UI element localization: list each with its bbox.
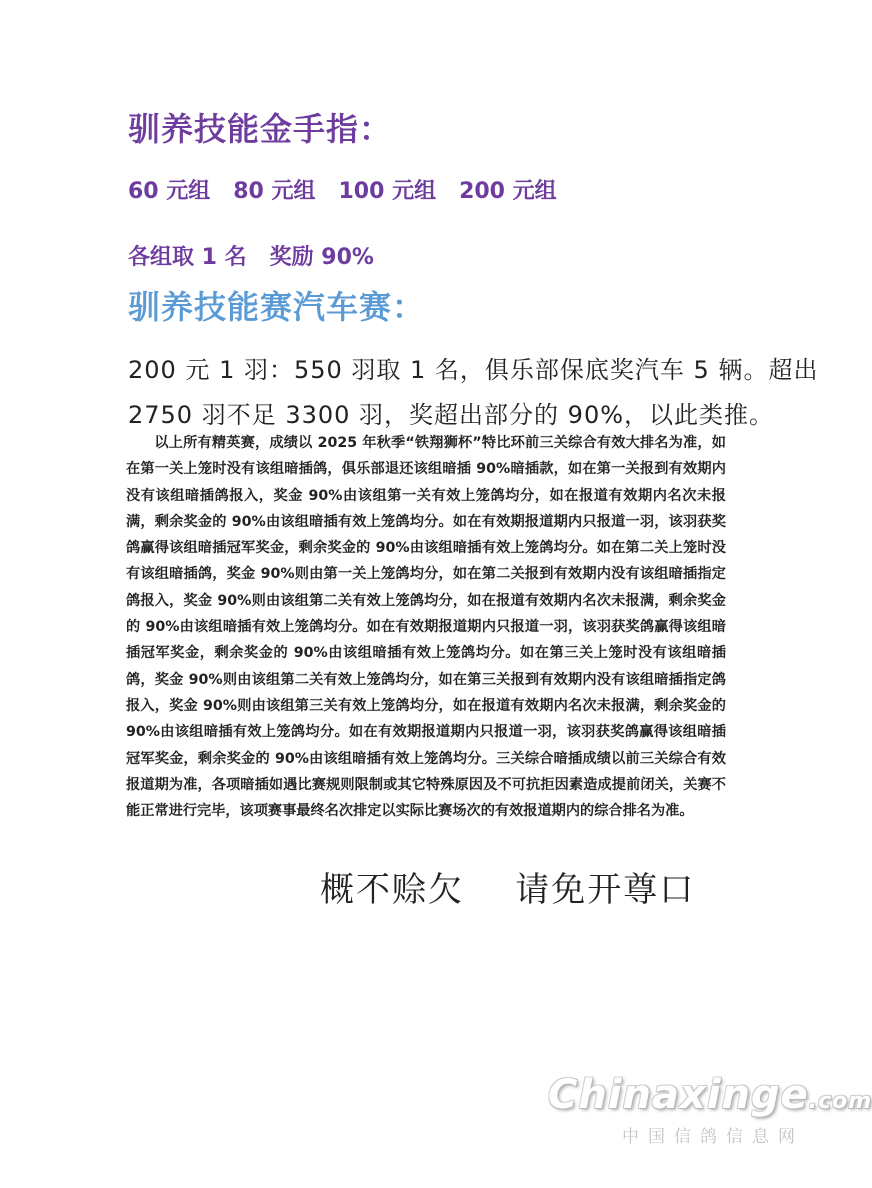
- watermark-logo: [548, 1072, 872, 1118]
- car-rule-line-2: 2750 羽不足 3300 羽，奖超出部分的 90%，以此类推。: [128, 401, 775, 429]
- watermark-logo-text: Chinaxinge: [548, 1072, 809, 1118]
- car-rule-line-1: 200 元 1 羽：550 羽取 1 名，俱乐部保底奖汽车 5 辆。超出: [128, 356, 819, 384]
- motto: 概不赊欠 请免开尊口: [320, 870, 696, 910]
- car-section-heading: 驯养技能赛汽车赛：: [128, 288, 426, 326]
- watermark-site-name: 中国信鸽信息网: [622, 1127, 804, 1147]
- watermark-logo-suffix: .com: [808, 1089, 872, 1114]
- finger-groups: 60 元组 80 元组 100 元组 200 元组: [128, 179, 557, 204]
- finger-section-heading: 驯养技能金手指：: [128, 110, 393, 148]
- finger-reward: 各组取 1 名 奖励 90%: [128, 245, 374, 270]
- rules-paragraph: 以上所有精英赛，成绩以 2025 年秋季“铁翔狮杯”特比环前三关综合有效大排名为准，如在第一关上笼时没有该组暗插鸽，俱乐部退还该组暗插 90%暗插款，如在第一关报到有效期内没有该组暗插鸽报入，奖金 90%由该组第一关有效上笼鸽均分，如在报道有效期内名次未报满，剩余奖金的 90%由该组暗插有效上笼鸽均分。如在有效期报道期内只报道一羽，该羽获奖鸽赢得该组暗插冠军奖金，剩余奖金的 90%由该组暗插有效上笼鸽均分。如在第二关上笼时没有该组暗插鸽，奖金 90%则由第一关上笼鸽均分，如在第二关报到有效期内没有该组暗插指定鸽报入，奖金 90%则由该组第二关有效上笼鸽均分，如在报道有效期内名次未报满，剩余奖金的 90%由该组暗插有效上笼鸽均分。如在有效期报道期内只报道一羽，该羽获奖鸽赢得该组暗插冠军奖金，剩余奖金的 90%由该组暗插有效上笼鸽均分。如在第三关上笼时没有该组暗插鸽，奖金 90%则由该组第二关有效上笼鸽均分，如在第三关报到有效期内没有该组暗插指定鸽报入，奖金 90%则由该组第三关有效上笼鸽均分，如在报道有效期内名次未报满，剩余奖金的 90%由该组暗插有效上笼鸽均分。如在有效期报道期内只报道一羽，该羽获奖鸽赢得该组暗插冠军奖金，剩余奖金的 90%由该组暗插有效上笼鸽均分。三关综合暗插成绩以前三关综合有效报道期为准，各项暗插如遇比赛规则限制或其它特殊原因及不可抗拒因素造成提前闭关，关赛不能正常进行完毕，该项赛事最终名次排定以实际比赛场次的有效报道期内的综合排名为准。: [126, 435, 726, 820]
